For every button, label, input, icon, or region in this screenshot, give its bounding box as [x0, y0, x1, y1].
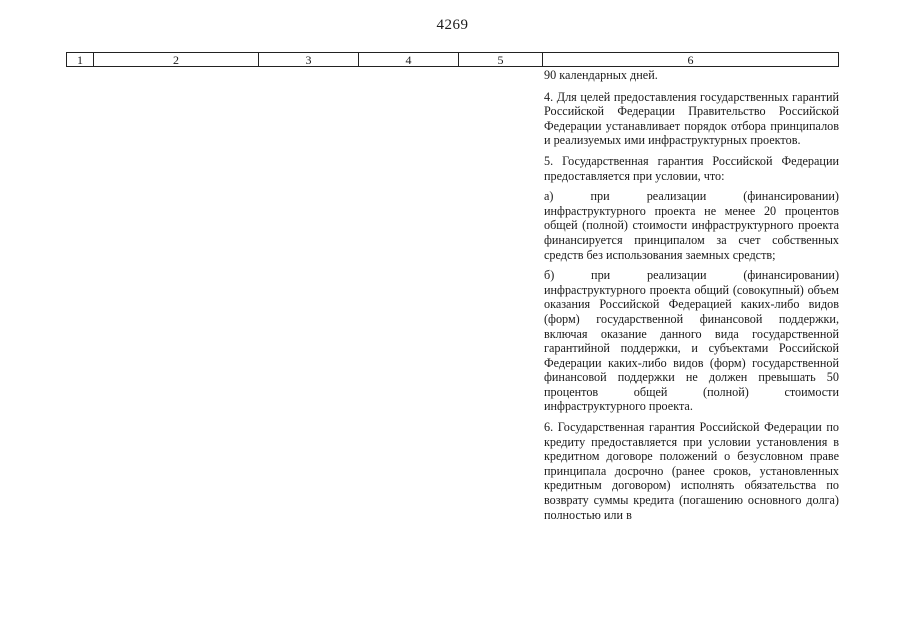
column-number-header [66, 52, 839, 67]
column-number-2: 2 [94, 53, 259, 67]
paragraph-item-6: 6. Государственная гарантия Российской Федерации по кредиту предоставляется при условии установления в кредитном договоре положений о безусловном праве принципала досрочно (ранее сроков, установленных кредитным договором) исполнять обязательства по возврату суммы кредита (погашению основного долга) полностью или в [544, 420, 839, 522]
column-number-3: 3 [259, 53, 359, 67]
paragraph-item-5: 5. Государственная гарантия Российской Федерации предоставляется при условии, что: [544, 153, 839, 183]
column-number-6: 6 [543, 53, 839, 67]
column-number-row [67, 53, 839, 67]
paragraph-subitem-b: б) при реализации (финансировании) инфраструктурного проекта общий (совокупный) объем оказания Российской Федерацией каких-либо видов (форм) государственной финансовой поддержки, включая оказание данного вида государственной гарантийной поддержки, и субъектами Российской Федерации каких-либо видов (форм) государственной финансовой поддержки не должен превышать 50 процентов общей (полной) стоимости инфраструктурного проекта. [544, 268, 839, 414]
column-number-1: 1 [67, 53, 94, 67]
page-number: 4269 [436, 17, 469, 33]
column-6-text [544, 68, 839, 528]
paragraph-continuation: 90 календарных дней. [544, 68, 658, 82]
column-number-5: 5 [459, 53, 543, 67]
paragraph-item-4: 4. Для целей предоставления государственных гарантий Российской Федерации Правительство Российской Федерации устанавливает порядок отбора принципалов и реализуемых ими инфраструктурных проектов. [544, 89, 839, 148]
column-number-4: 4 [359, 53, 459, 67]
paragraph-subitem-a: а) при реализации (финансировании) инфраструктурного проекта не менее 20 процентов общей (полной) стоимости инфраструктурного проекта финансируется принципалом за счет собственных средств без использования заемных средств; [544, 189, 839, 262]
